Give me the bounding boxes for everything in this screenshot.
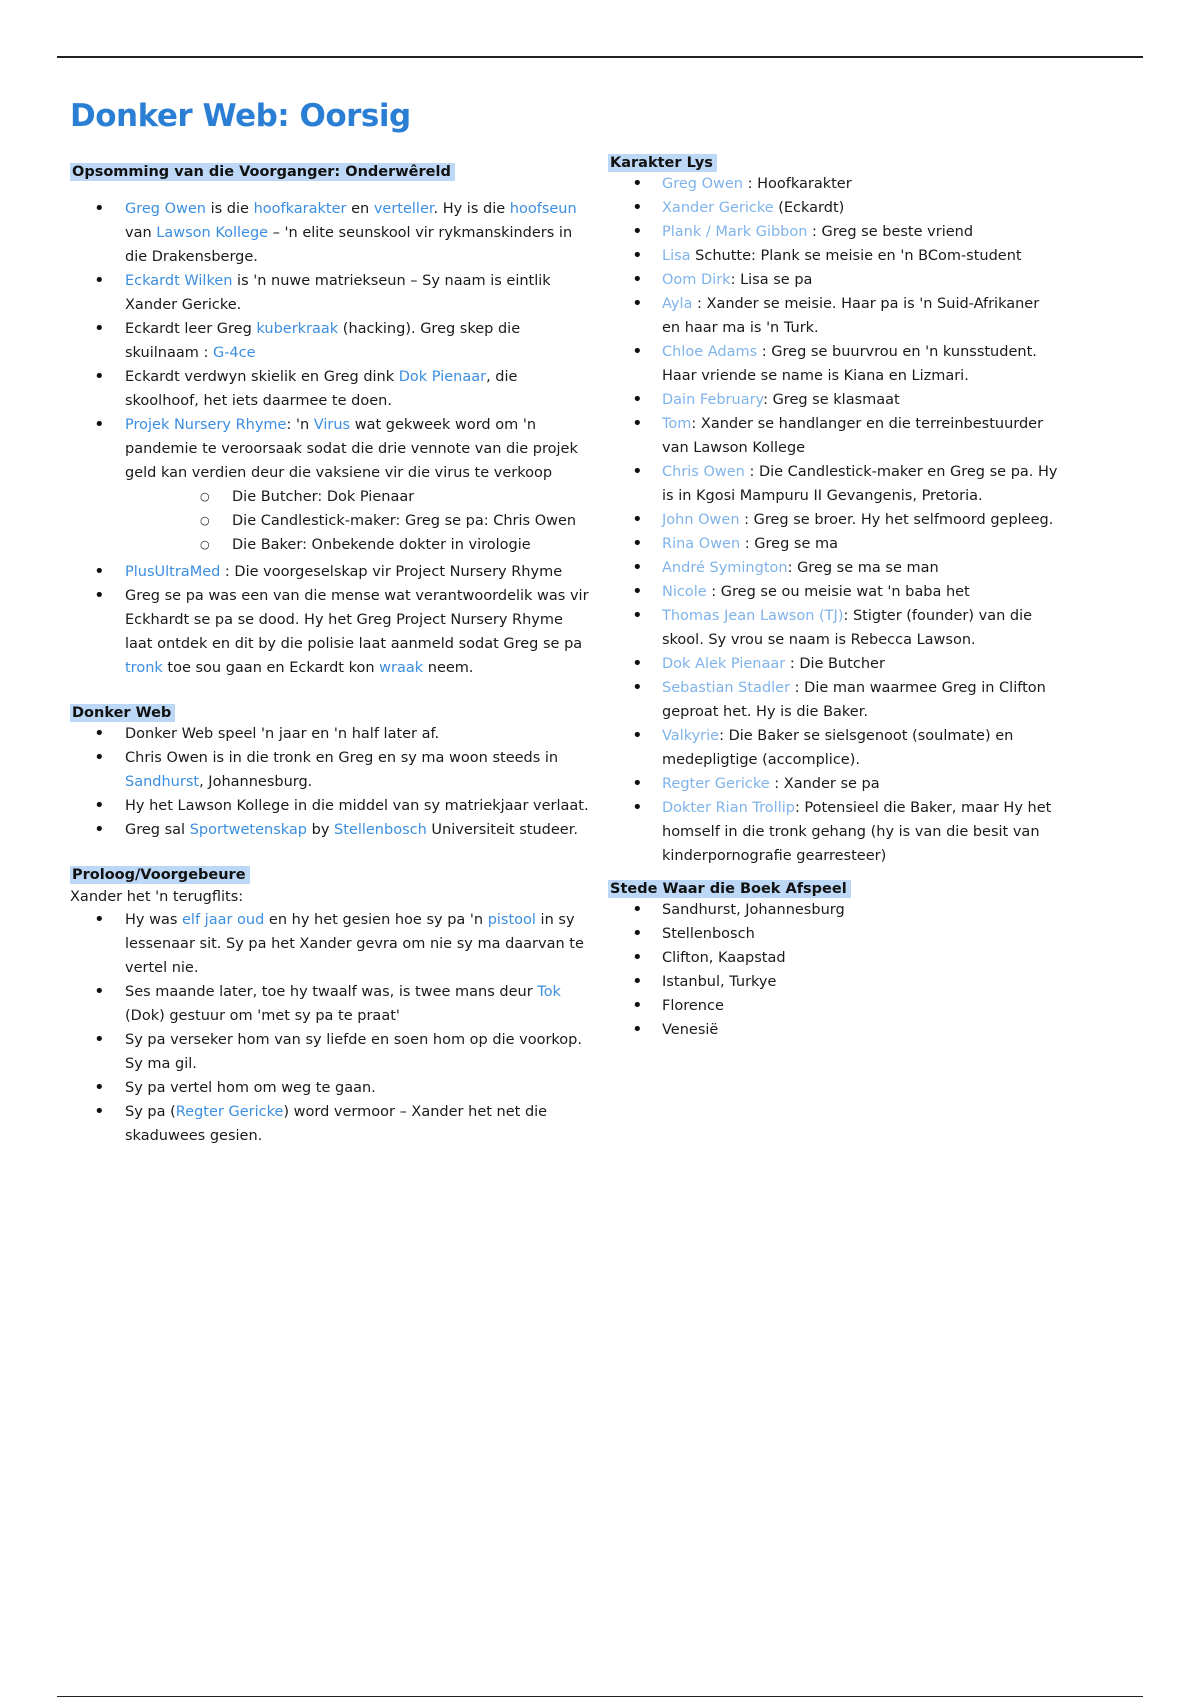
character-name: Rina Owen	[662, 536, 741, 552]
list-item: • Eckardt leer Greg kuberkraak (hacking). Greg skep die skuilnaam : G-4ce	[70, 317, 590, 365]
character-item	[608, 580, 1058, 604]
list-item: • Sy pa (Regter Gericke) word vermoor – Xander het net die skaduwees gesien.	[70, 1100, 590, 1148]
character-description: : Greg se ma	[740, 536, 838, 552]
character-item	[608, 604, 1058, 652]
city-item: • Venesië	[608, 1018, 1058, 1042]
character-description: : Xander se handlanger en die terreinbestuurder van Lawson Kollege	[662, 416, 1044, 456]
character-name: Greg Owen	[662, 176, 743, 192]
list-item: • Hy was elf jaar oud en hy het gesien hoe sy pa 'n pistool in sy lessenaar sit. Sy pa het Xander gevra om nie sy ma daarvan te vertel nie.	[70, 908, 590, 980]
character-name: Chris Owen	[662, 464, 745, 480]
character-item	[608, 412, 1058, 460]
list-item: • Sy pa verseker hom van sy liefde en soen hom op die voorkop. Sy ma gil.	[70, 1028, 590, 1076]
character-item	[608, 292, 1058, 340]
character-item	[608, 220, 1058, 244]
sub-list-item: ○ Die Candlestick-maker: Greg se pa: Chris Owen	[125, 509, 590, 533]
sub-list-item: ○ Die Butcher: Dok Pienaar	[125, 485, 590, 509]
character-description: : Greg se klasmaat	[763, 392, 900, 408]
character-item	[608, 508, 1058, 532]
bottom-rule	[57, 1696, 1143, 1697]
character-name: Dain February	[662, 392, 764, 408]
character-item	[608, 196, 1058, 220]
city-item: • Sandhurst, Johannesburg	[608, 898, 1058, 922]
character-description: : Lisa se pa	[730, 272, 813, 288]
list-item: • Hy het Lawson Kollege in die middel van sy matriekjaar verlaat.	[70, 794, 590, 818]
list-item: • Chris Owen is in die tronk en Greg en sy ma woon steeds in Sandhurst, Johannesburg.	[70, 746, 590, 794]
character-item	[608, 460, 1058, 508]
list-item: • Donker Web speel 'n jaar en 'n half later af.	[70, 722, 590, 746]
list-item: • Eckardt verdwyn skielik en Greg dink Dok Pienaar, die skoolhoof, het iets daarmee te doen.	[70, 365, 590, 413]
character-name: Chloe Adams	[662, 344, 758, 360]
character-description: : Greg se ma se man	[787, 560, 939, 576]
character-description: : Hoofkarakter	[743, 176, 852, 192]
character-name: Plank / Mark Gibbon	[662, 224, 808, 240]
list-item: • Greg se pa was een van die mense wat verantwoordelik was vir Eckhardt se pa se dood. Hy het Greg Project Nursery Rhyme laat ontdek en dit by die polisie laat aanmeld sodat Greg se pa tronk toe sou gaan en Eckardt kon wraak neem.	[70, 584, 590, 680]
list-item: • Greg sal Sportwetenskap by Stellenbosch Universiteit studeer.	[70, 818, 590, 842]
list-item: • Greg Owen is die hoofkarakter en verteller. Hy is die hoofseun van Lawson Kollege – 'n elite seunskool vir rykmanskinders in die Drakensberge.	[70, 197, 590, 269]
section-heading-stede: Stede Waar die Boek Afspeel	[608, 880, 851, 898]
character-item	[608, 340, 1058, 388]
character-name: Xander Gericke	[662, 200, 774, 216]
city-item: • Clifton, Kaapstad	[608, 946, 1058, 970]
character-description: : Greg se broer. Hy het selfmoord gepleeg.	[739, 512, 1054, 528]
character-description: Schutte: Plank se meisie en 'n BCom-student	[690, 248, 1022, 264]
character-description: : Greg se beste vriend	[807, 224, 974, 240]
character-description: : Stigter (founder) van die skool. Sy vrou se naam is Rebecca Lawson.	[662, 608, 1033, 648]
proloog-list	[70, 908, 590, 1148]
top-rule	[57, 56, 1143, 58]
character-name: Tom	[662, 416, 692, 432]
character-description: : Greg se buurvrou en 'n kunsstudent. Haar vriende se name is Kiana en Lizmari.	[662, 344, 1037, 384]
character-item	[608, 772, 1058, 796]
city-item: • Istanbul, Turkye	[608, 970, 1058, 994]
character-name: Dok Alek Pienaar	[662, 656, 786, 672]
list-item: • Sy pa vertel hom om weg te gaan.	[70, 1076, 590, 1100]
section-heading-donker-web: Donker Web	[70, 704, 175, 722]
character-item	[608, 268, 1058, 292]
section-heading-onderwereld: Opsomming van die Voorganger: Onderwêreld	[70, 163, 455, 181]
character-name: Lisa	[662, 248, 691, 264]
character-list	[608, 172, 1058, 868]
character-description: : Xander se pa	[769, 776, 880, 792]
character-description: : Die Butcher	[785, 656, 885, 672]
character-item	[608, 532, 1058, 556]
page-title: Donker Web: Oorsig	[70, 98, 411, 134]
left-column	[70, 161, 590, 1148]
character-item	[608, 796, 1058, 868]
list-item: • Eckardt Wilken is 'n nuwe matriekseun – Sy naam is eintlik Xander Gericke.	[70, 269, 590, 317]
city-item: • Florence	[608, 994, 1058, 1018]
donker-web-list	[70, 722, 590, 842]
character-name: Oom Dirk	[662, 272, 731, 288]
city-item: • Stellenbosch	[608, 922, 1058, 946]
character-item	[608, 244, 1058, 268]
character-name: Dokter Rian Trollip	[662, 800, 795, 816]
sub-list	[125, 485, 590, 557]
character-name: Sebastian Stadler	[662, 680, 791, 696]
character-description: (Eckardt)	[773, 200, 845, 216]
proloog-intro: Xander het 'n terugflits:	[70, 889, 244, 905]
character-description: : Die Candlestick-maker en Greg se pa. Hy is in Kgosi Mampuru II Gevangenis, Pretoria.	[662, 464, 1058, 504]
character-name: John Owen	[662, 512, 740, 528]
character-item	[608, 724, 1058, 772]
character-description: : Xander se meisie. Haar pa is 'n Suid-Afrikaner en haar ma is 'n Turk.	[662, 296, 1040, 336]
section-heading-proloog: Proloog/Voorgebeure	[70, 866, 250, 884]
character-item	[608, 676, 1058, 724]
character-item	[608, 172, 1058, 196]
character-description: : Die Baker se sielsgenoot (soulmate) en medepligtige (accomplice).	[662, 728, 1014, 768]
list-item: • PlusUltraMed : Die voorgeselskap vir Project Nursery Rhyme	[70, 560, 590, 584]
character-item	[608, 556, 1058, 580]
character-description: : Die man waarmee Greg in Clifton geproat het. Hy is die Baker.	[662, 680, 1046, 720]
right-column	[608, 152, 1058, 1042]
character-item	[608, 652, 1058, 676]
character-name: Regter Gericke	[662, 776, 770, 792]
character-name: Nicole	[662, 584, 707, 600]
character-name: Thomas Jean Lawson (TJ)	[662, 608, 844, 624]
character-name: Valkyrie	[662, 728, 720, 744]
character-description: : Greg se ou meisie wat 'n baba het	[706, 584, 970, 600]
list-item: • Projek Nursery Rhyme: 'n Virus wat gekweek word om 'n pandemie te veroorsaak sodat die drie vennote van die projek geld kan verdien deur die vaksiene vir die virus te verkoop ○ Die Butcher: Dok Pienaar ○ Die Candlestick-maker: Greg se pa: Chris Owen ○ Die Baker: Onbekende dokter in virologie	[70, 413, 590, 557]
character-item	[608, 388, 1058, 412]
section-heading-karakter-lys: Karakter Lys	[608, 154, 717, 172]
list-item: • Ses maande later, toe hy twaalf was, is twee mans deur Tok (Dok) gestuur om 'met sy pa te praat'	[70, 980, 590, 1028]
character-name: André Symington	[662, 560, 788, 576]
city-list	[608, 898, 1058, 1042]
character-name: Ayla	[662, 296, 693, 312]
summary-list	[70, 197, 590, 680]
character-description: : Potensieel die Baker, maar Hy het homself in die tronk gehang (hy is van die besit van kinderpornografie gearresteer)	[662, 800, 1052, 864]
sub-list-item: ○ Die Baker: Onbekende dokter in virologie	[125, 533, 590, 557]
